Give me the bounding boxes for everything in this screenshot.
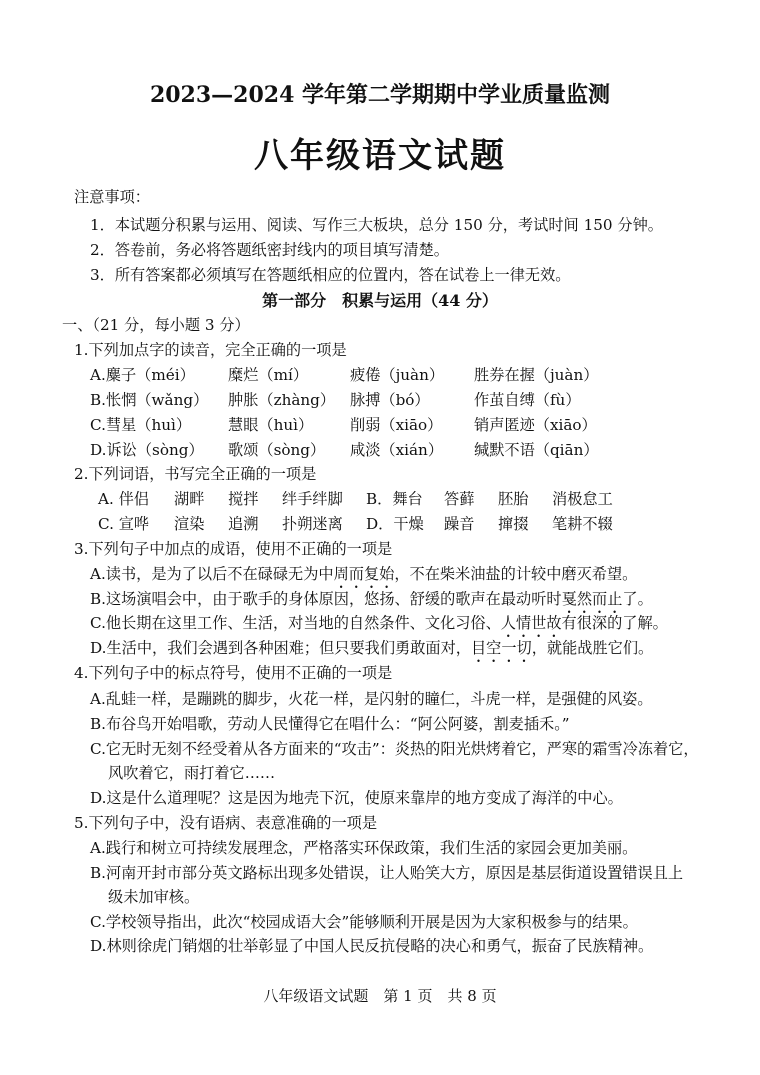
q3-c-text-end: 有很深的了解。 [561, 614, 668, 632]
q2-c-3: 追溯 [228, 515, 259, 533]
q3-b-text-end: 了。 [622, 590, 653, 608]
page-footer: 八年级语文试题 第 1 页 共 8 页 [263, 987, 497, 1005]
q2-c-1: C. 宣哗 [98, 515, 150, 533]
q3-d-text-end: ，就能战胜它们。 [531, 639, 654, 657]
q3-d-idiom: 目空一切 [470, 639, 532, 657]
q1-b-2: 肿胀（zhàng） [228, 391, 336, 409]
q3-b-idiom: 戛然而止 [561, 590, 623, 608]
q1-c-4: 销声匿迹（xiāo） [474, 416, 597, 434]
q2-d-4: 笔耕不辍 [552, 515, 613, 533]
q1-c-2: 慧眼（huì） [228, 416, 314, 434]
q1-a-3: 疲倦（juàn） [350, 366, 445, 384]
q1-c-1: C.彗星（huì） [90, 416, 192, 434]
note-item-3: 3．所有答案都必须填写在答题纸相应的位置内，答在试卷上一律无效。 [90, 266, 571, 284]
q1-d-1: D.诉讼（sòng） [90, 441, 204, 459]
q1-b-3: 脉搏（bó） [350, 391, 430, 409]
q2-d-1: D．干燥 [366, 515, 424, 533]
q2-d-2: 躁音 [444, 515, 475, 533]
question-2-stem: 2.下列词语，书写完全正确的一项是 [74, 465, 317, 483]
q4-option-d: D.这是什么道理呢？这是因为地壳下沉，使原来靠岸的地方变成了海洋的中心。 [90, 789, 623, 807]
question-3-stem: 3.下列句子中加点的成语，使用不正确的一项是 [74, 540, 393, 558]
q4-option-a: A.乱蛙一样，是蹦跳的脚步，火花一样，是闪射的瞳仁，斗虎一样，是强健的风姿。 [90, 690, 653, 708]
q1-b-1: B.怅惘（wǎng） [90, 391, 209, 409]
q1-d-3: 咸淡（xián） [350, 441, 444, 459]
q3-c-idiom: 人情世故 [500, 614, 562, 632]
q2-a-2: 湖畔 [174, 490, 205, 508]
q2-c-2: 渲染 [174, 515, 205, 533]
q2-b-1: B．舞台 [366, 490, 423, 508]
q5-option-b-continued: 级未加审核。 [108, 888, 200, 906]
q2-b-2: 答藓 [444, 490, 475, 508]
note-item-1: 1．本试题分积累与运用、阅读、写作三大板块，总分 150 分，考试时间 150 分钟。 [90, 216, 663, 234]
note-item-2: 2．答卷前，务必将答题纸密封线内的项目填写清楚。 [90, 241, 449, 259]
q1-b-4: 作茧自缚（fù） [474, 391, 581, 409]
q1-a-4: 胜券在握（juàn） [474, 366, 599, 384]
q2-b-4: 消极怠工 [552, 490, 613, 508]
q2-a-1: A. 伴侣 [98, 490, 149, 508]
q1-d-2: 歌颂（sòng） [228, 441, 326, 459]
q3-a-text: A.读书，是为了以后不在碌碌无为中 [90, 565, 334, 583]
q1-c-3: 削弱（xiāo） [350, 416, 443, 434]
q5-option-c: C.学校领导指出，此次“校园成语大会”能够顺利开展是因为大家积极参与的结果。 [90, 913, 638, 931]
q2-b-3: 胚胎 [498, 490, 529, 508]
q3-d-text: D.生活中，我们会遇到各种困难；但只要我们勇敢面对， [90, 639, 471, 657]
q3-b-text: B.这场演唱会中，由于歌手的身体原因，悠扬、舒缓的歌声在最动听时 [90, 590, 562, 608]
q4-option-c: C.它无时无刻不经受着从各方面来的“攻击”：炎热的阳光烘烤着它，严寒的霜雪冷冻着它， [90, 740, 699, 758]
question-1-stem: 1.下列加点字的读音，完全正确的一项是 [74, 341, 347, 359]
q2-c-4: 扑朔迷离 [282, 515, 343, 533]
q1-d-4: 缄默不语（qiān） [474, 441, 599, 459]
question-5-stem: 5.下列句子中，没有语病、表意准确的一项是 [74, 814, 378, 832]
q1-a-1: A.麋子（méi） [90, 366, 195, 384]
question-4-stem: 4.下列句子中的标点符号，使用不正确的一项是 [74, 664, 393, 682]
q4-option-b: B.布谷鸟开始唱歌，劳动人民懂得它在唱什么：“阿公阿婆，割麦插禾。” [90, 715, 570, 733]
q3-a-idiom: 周而复始 [333, 565, 395, 583]
q3-a-text-end: ，不在柴米油盐的计较中磨灭希望。 [394, 565, 638, 583]
q5-option-a: A.践行和树立可持续发展理念，严格落实环保政策，我们生活的家园会更加美丽。 [90, 839, 638, 857]
q2-d-3: 撺掇 [498, 515, 529, 533]
q4-option-c-continued: 风吹着它，雨打着它…… [108, 764, 276, 782]
exam-subject-title: 八年级语文试题 [254, 136, 506, 176]
q2-a-4: 绊手绊脚 [282, 490, 343, 508]
q5-option-b: B.河南开封市部分英文路标出现多处错误，让人贻笑大方，原因是基层街道设置错误且上 [90, 864, 684, 882]
q1-a-2: 糜烂（mí） [228, 366, 309, 384]
part-one-title: 第一部分 积累与运用（44 分） [262, 291, 498, 310]
q5-option-d: D.林则徐虎门销烟的壮举彰显了中国人民反抗侵略的决心和勇气，振奋了民族精神。 [90, 937, 654, 955]
exam-header-title: 2023—2024 学年第二学期期中学业质量监测 [149, 82, 611, 108]
notes-heading: 注意事项： [74, 188, 150, 206]
q2-a-3: 搅拌 [228, 490, 259, 508]
q3-c-text: C.他长期在这里工作、生活，对当地的自然条件、文化习俗、 [90, 614, 501, 632]
section-one-heading: 一、（21 分，每小题 3 分） [62, 316, 250, 334]
